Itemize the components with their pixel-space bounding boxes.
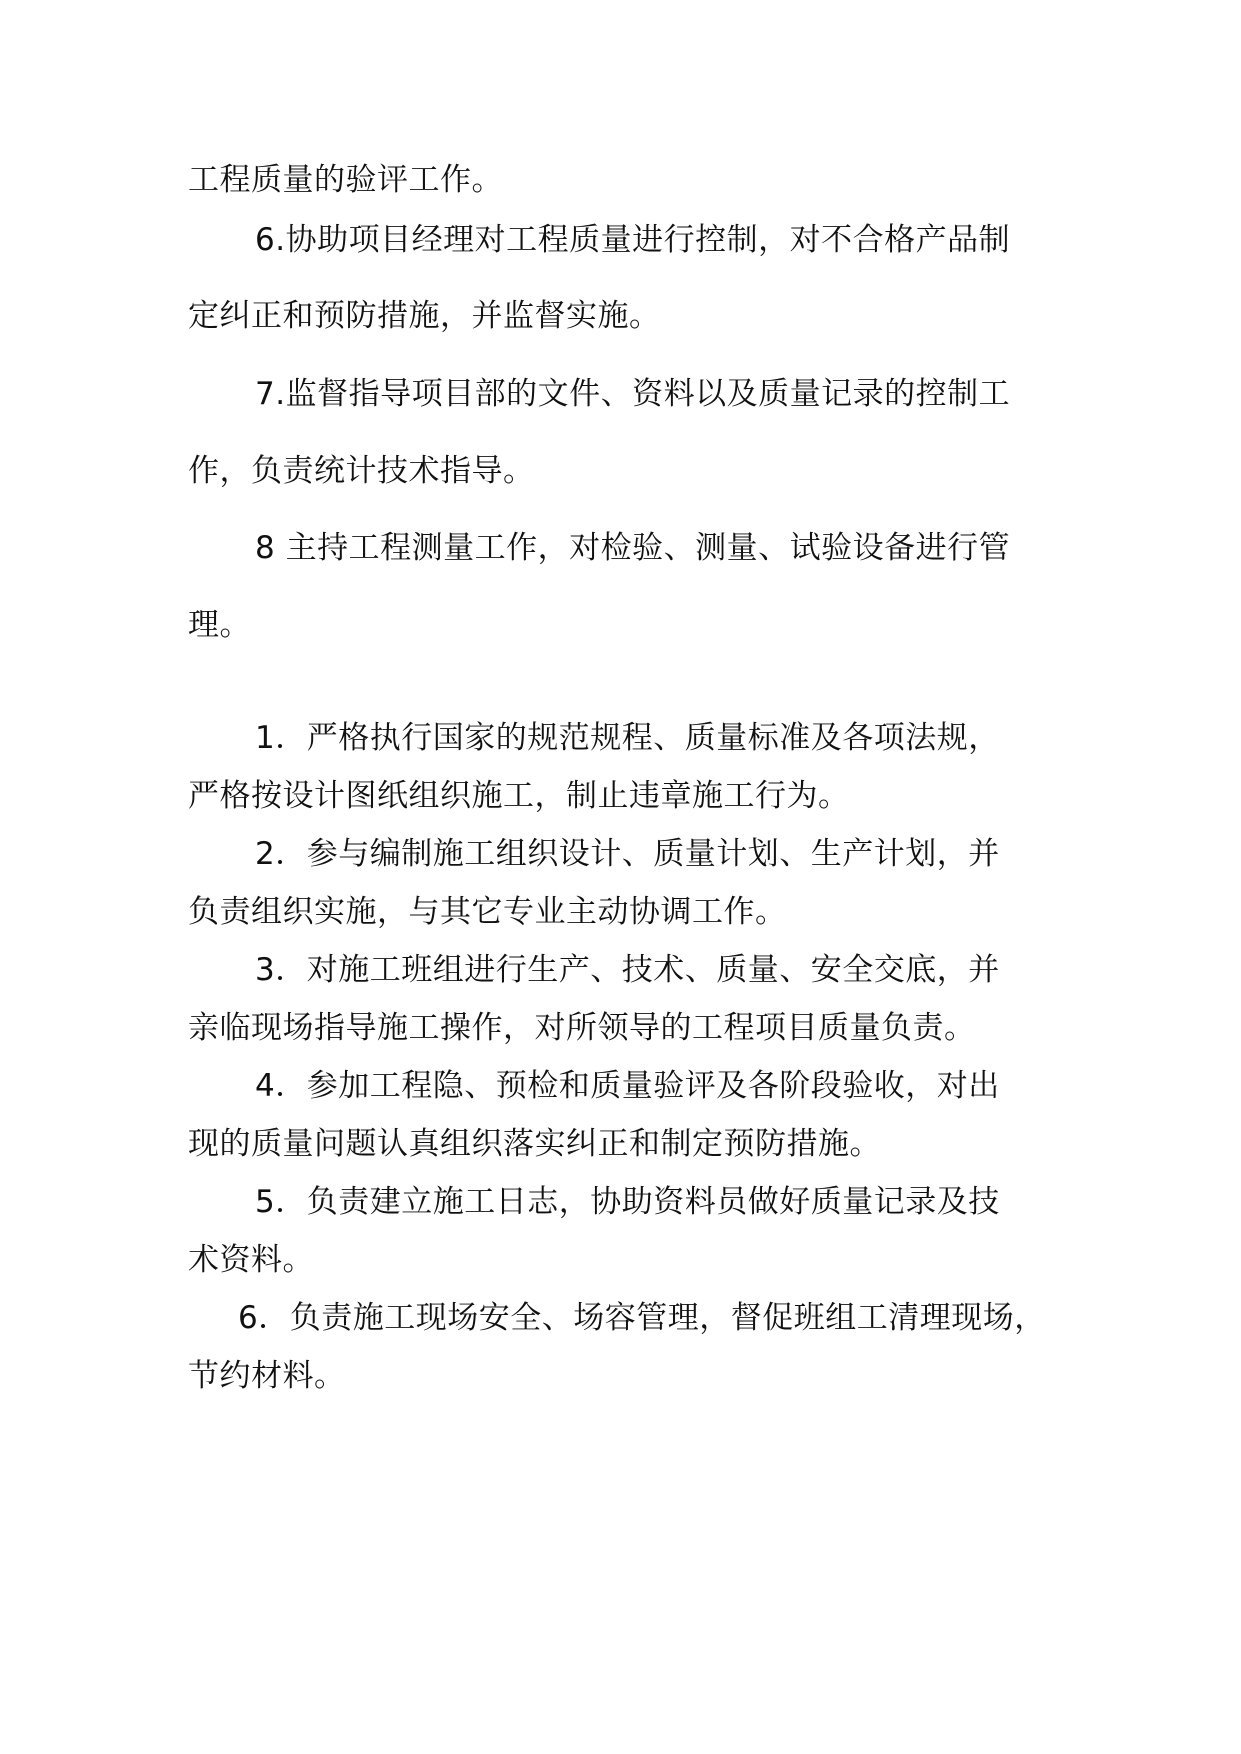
- paragraph-line: 5．负责建立施工日志，协助资料员做好质量记录及技: [255, 1184, 1000, 1220]
- paragraph-line: 4．参加工程隐、预检和质量验评及各阶段验收，对出: [255, 1068, 1000, 1104]
- paragraph-line: 严格按设计图纸组织施工，制止违章施工行为。: [188, 778, 850, 814]
- paragraph-line: 6.协助项目经理对工程质量进行控制，对不合格产品制: [255, 222, 1011, 258]
- paragraph-line: 理。: [188, 607, 251, 643]
- paragraph-line: 7.监督指导项目部的文件、资料以及质量记录的控制工: [255, 376, 1011, 412]
- paragraph-line: 节约材料。: [188, 1358, 346, 1394]
- paragraph-line: 8 主持工程测量工作，对检验、测量、试验设备进行管: [255, 530, 1011, 566]
- paragraph-line: 定纠正和预防措施，并监督实施。: [188, 298, 661, 334]
- paragraph-line: 负责组织实施，与其它专业主动协调工作。: [188, 894, 787, 930]
- paragraph-line: 作，负责统计技术指导。: [188, 453, 535, 489]
- paragraph-line: 1．严格执行国家的规范规程、质量标准及各项法规，: [255, 720, 1000, 756]
- paragraph-line: 现的质量问题认真组织落实纠正和制定预防措施。: [188, 1126, 881, 1162]
- paragraph-line: 3．对施工班组进行生产、技术、质量、安全交底，并: [255, 952, 1000, 988]
- paragraph-line: 亲临现场指导施工操作，对所领导的工程项目质量负责。: [188, 1010, 976, 1046]
- paragraph-line: 工程质量的验评工作。: [188, 162, 503, 198]
- paragraph-line: 术资料。: [188, 1242, 314, 1278]
- paragraph-line: 6．负责施工现场安全、场容管理，督促班组工清理现场，: [238, 1300, 1046, 1336]
- paragraph-line: 2．参与编制施工组织设计、质量计划、生产计划，并: [255, 836, 1000, 872]
